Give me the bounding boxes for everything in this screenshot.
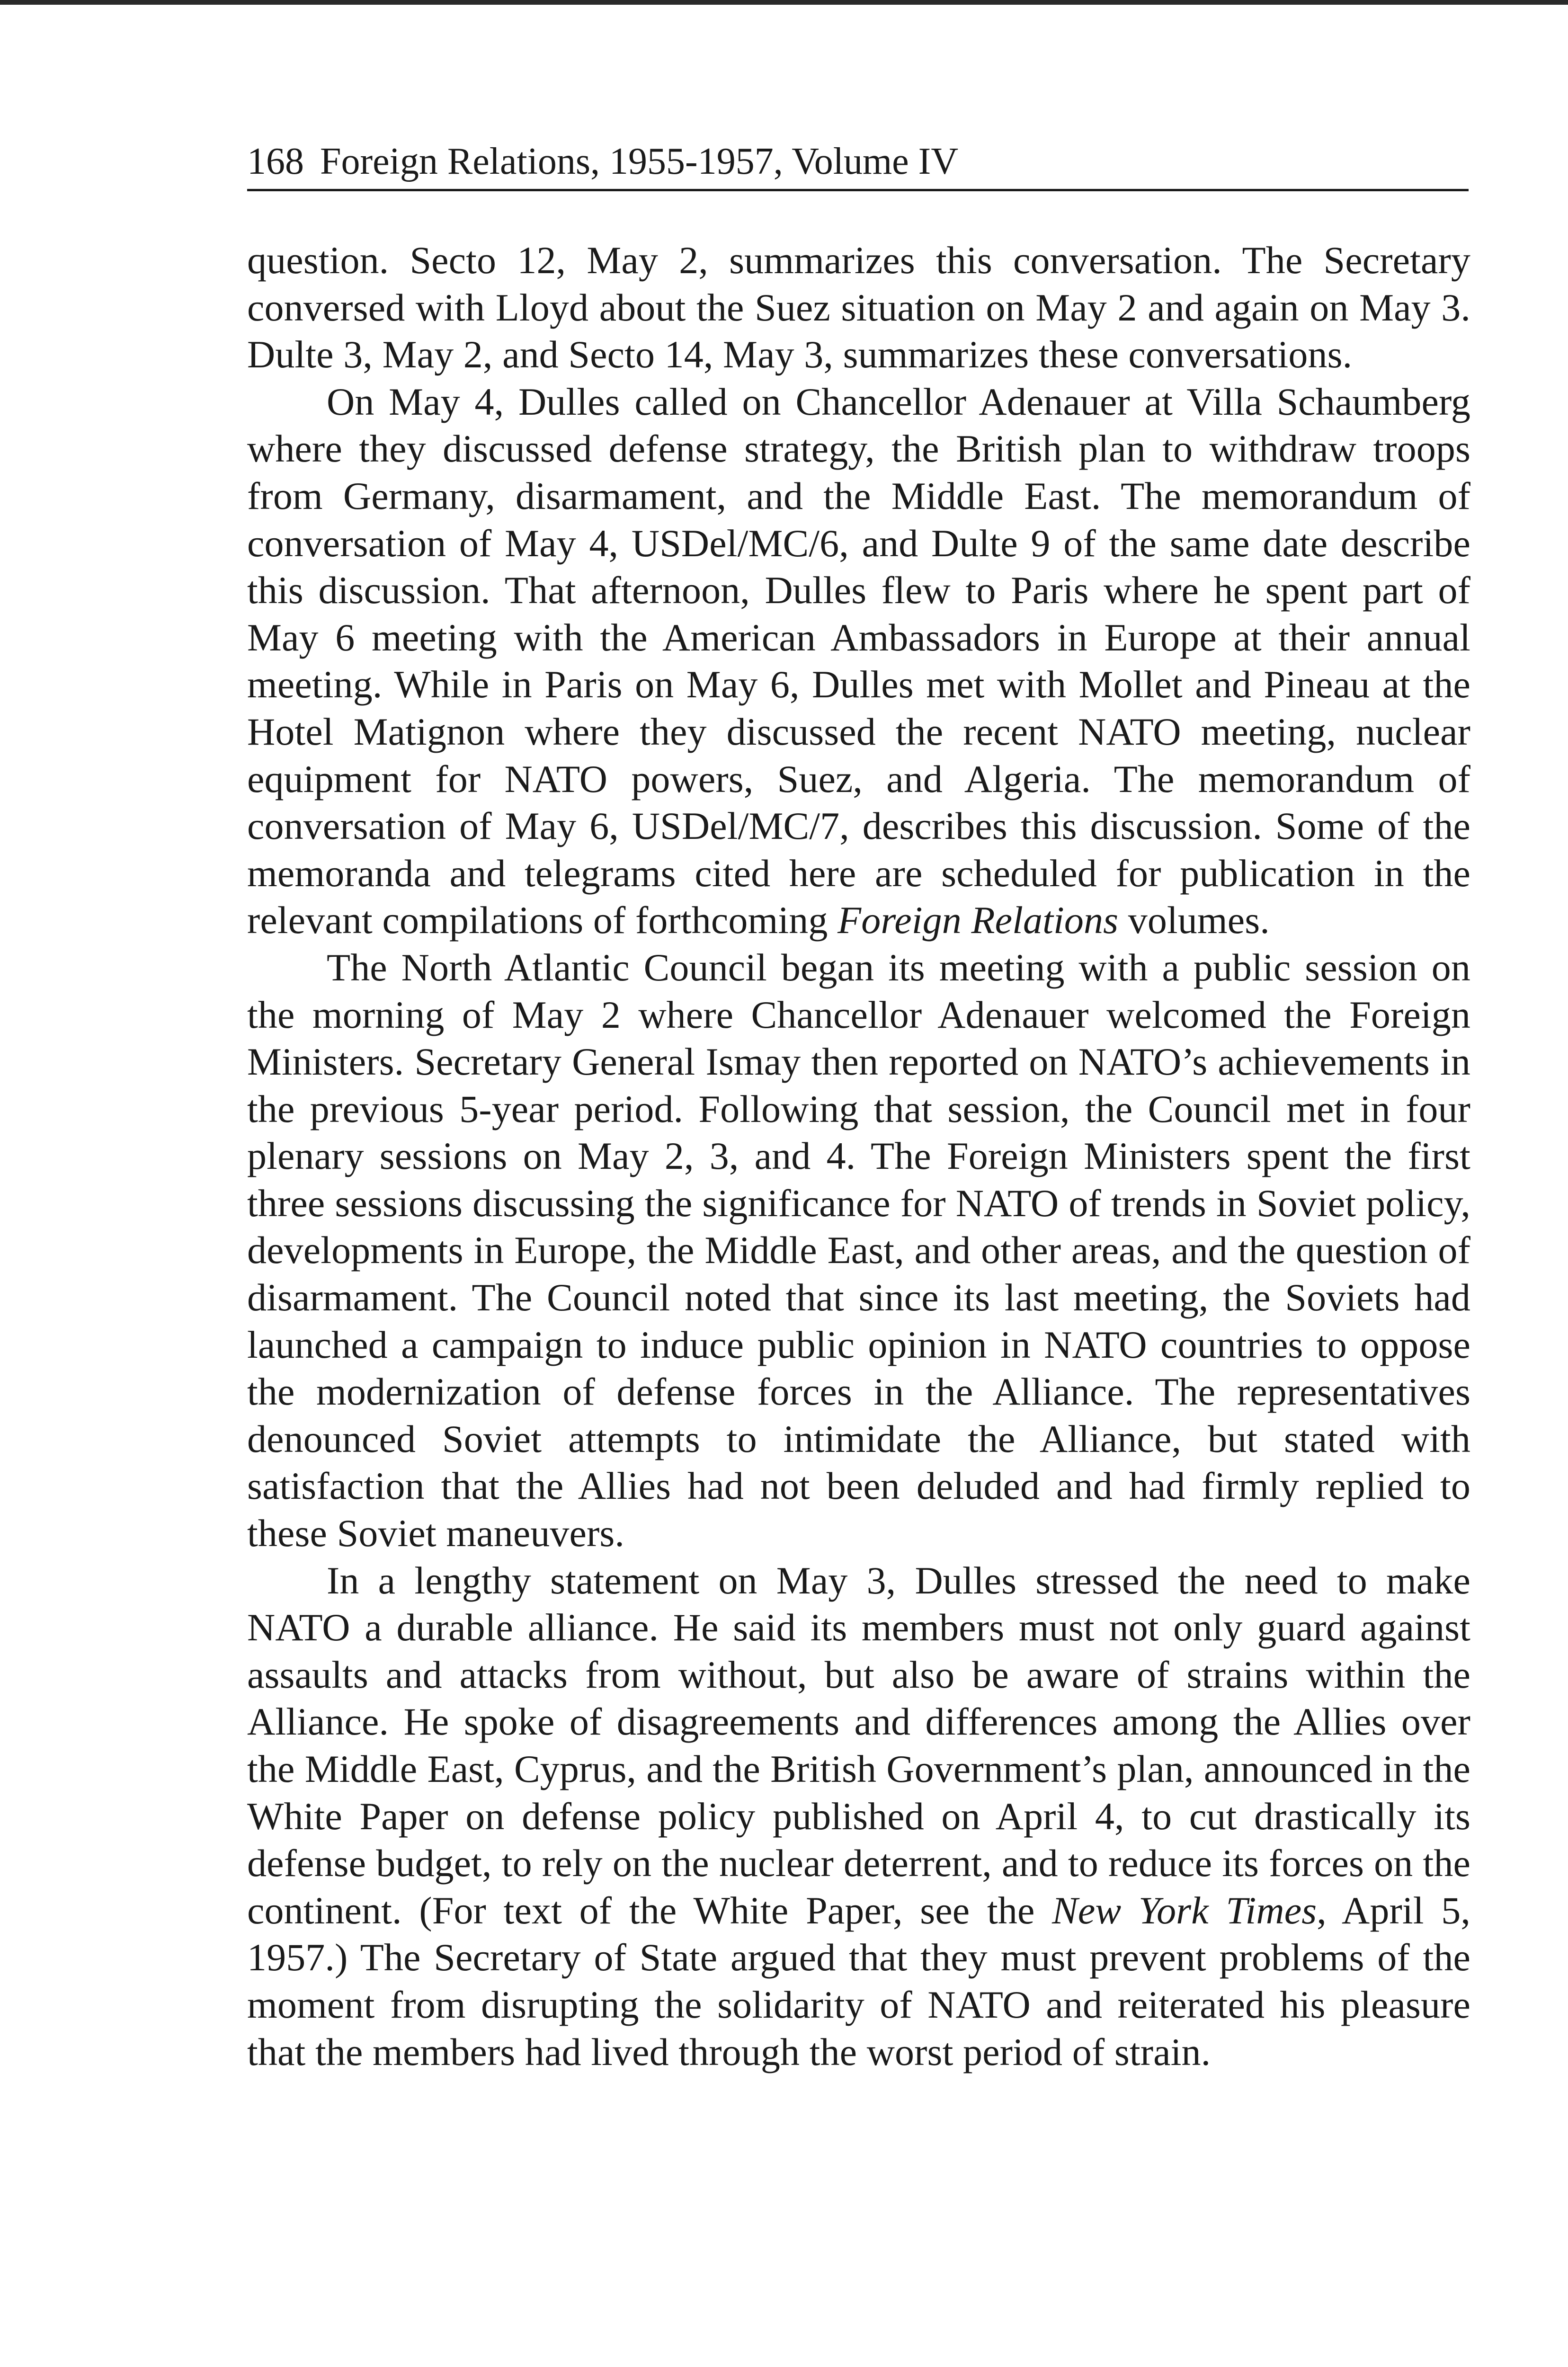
- italic-title: New York Times: [1052, 1888, 1317, 1932]
- running-title: Foreign Relations, 1955-1957, Volume IV: [320, 141, 959, 182]
- text-segment: In a lengthy statement on May 3, Dulles stressed the need to make NATO a durable alliance. He said its members must not only guard against assaults and attacks from without, but also be aware of strains within the Alliance. He spoke of disagreements and differences among the Allies over the Middle East, Cyprus, and the British Government’s plan, announced in the White Paper on defense policy published on April 4, to cut drastically its defense budget, to rely on the nuclear deterrent, and to reduce its forces on the continent. (For text of the White Paper, see the: [247, 1558, 1470, 1932]
- text-segment: volumes.: [1118, 899, 1270, 942]
- page-top-edge: [0, 0, 1568, 5]
- page-number: 168: [247, 141, 304, 182]
- paragraph: [247, 237, 1470, 378]
- running-header: [247, 132, 1469, 191]
- paragraph: [247, 378, 1470, 944]
- body-text: [247, 237, 1470, 2075]
- text-segment: , April 5, 1957.) The Secretary of State argued that they must prevent problems of the moment from disrupting the solidarity of NATO and reiterated his pleasure that the members had lived through the worst period of strain.: [247, 1888, 1470, 2073]
- italic-title: Foreign Relations: [837, 899, 1119, 942]
- text-segment: The North Atlantic Council began its meeting with a public session on the morning of May 2 where Chancellor Adenauer welcomed the Foreign Ministers. Secretary General Ismay then reported on NATO’s achievements in the previous 5-year period. Following that session, the Council met in four plenary sessions on May 2, 3, and 4. The Foreign Ministers spent the first three sessions discussing the significance for NATO of trends in Soviet policy, developments in Europe, the Middle East, and other areas, and the question of disarmament. The Council noted that since its last meeting, the Soviets had launched a campaign to induce public opinion in NATO countries to oppose the modernization of defense forces in the Alliance. The representatives denounced Soviet attempts to intimidate the Alliance, but stated with satisfaction that the Allies had not been deluded and had firmly replied to these Soviet maneuvers.: [247, 945, 1470, 1555]
- paragraph: [247, 1557, 1470, 2076]
- paragraph: [247, 944, 1470, 1557]
- text-segment: On May 4, Dulles called on Chancellor Adenauer at Villa Schaumberg where they discussed defense strategy, the British plan to withdraw troops from Germany, disarmament, and the Middle East. The memorandum of conversation of May 4, USDel/MC/6, and Dulte 9 of the same date describe this discussion. That afternoon, Dulles flew to Paris where he spent part of May 6 meeting with the American Ambassadors in Europe at their annual meeting. While in Paris on May 6, Dulles met with Mollet and Pineau at the Hotel Matignon where they discussed the recent NATO meeting, nuclear equipment for NATO powers, Suez, and Algeria. The memorandum of conversation of May 6, USDel/MC/7, describes this discussion. Some of the memoranda and telegrams cited here are scheduled for publication in the relevant compilations of forthcoming: [247, 380, 1470, 942]
- text-segment: question. Secto 12, May 2, summarizes this conversation. The Secretary conversed with Lloyd about the Suez situation on May 2 and again on May 3. Dulte 3, May 2, and Secto 14, May 3, summarizes these conversations.: [247, 239, 1470, 376]
